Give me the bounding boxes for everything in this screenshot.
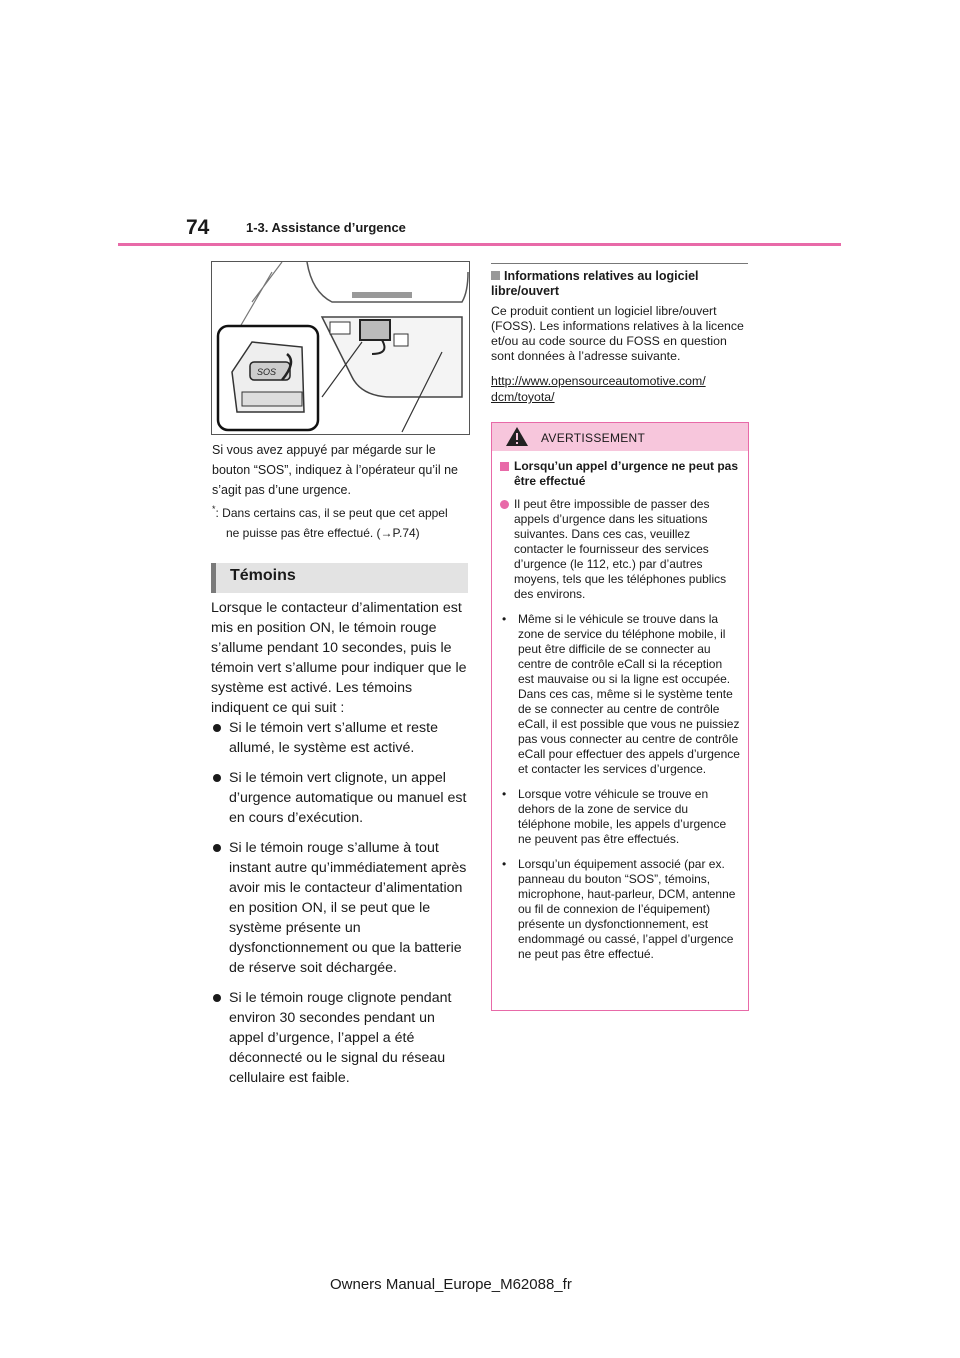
warning-header [492, 423, 748, 451]
right-column-divider [491, 263, 748, 264]
warning-content [500, 459, 740, 972]
info-paragraph: Ce produit contient un logiciel libre/ouvert (FOSS). Les informations relatives à la licence et/ou au code source du FOSS en question sont données à l’adresse suivante. [491, 304, 744, 363]
list-item: • Lorsqu’un équipement associé (par ex. panneau du bouton “SOS”, témoins, microphone, haut-parleur, DCM, antenne ou fil de connexion de l’équipement) présente un dysfonctionnement, est endommagé ou cassé, l’appel d’urgence ne peut pas être effectué. [500, 857, 740, 962]
warning-title: AVERTISSEMENT [541, 431, 646, 445]
indicator-list [211, 718, 473, 1098]
list-item: • Même si le véhicule se trouve dans la zone de service du téléphone mobile, il peut être difficile de se connecter au centre de contrôle eCall si la réception est mauvaise ou si la ligne est occupée. Dans ces cas, même si le système tente de se connecter au centre de contrôle eCall, il est possible que vous ne puissiez pas vous connecter au centre de contrôle eCall pour effectuer des appels d’urgence et contacter les services d’urgence. [500, 612, 740, 777]
foss-link-line-1[interactable]: http://www.opensourceautomotive.com/ [491, 374, 706, 388]
warning-main-item: Il peut être impossible de passer des appels d’urgence dans les situations suivantes. Dans ces cas, veuillez contacter le fournisseur des services d’urgence (le 112, etc.) par d’autres moyens, tels que les téléphones publics des environs. [500, 497, 740, 602]
section-heading-temoins [211, 563, 468, 593]
info-heading-text: Informations relatives au logiciel libre/ouvert [491, 269, 699, 298]
footnote-line-1: : Dans certains cas, il se peut que cet appel [215, 506, 448, 520]
page-footer: Owners Manual_Europe_M62088_fr [330, 1276, 572, 1293]
warning-box [491, 422, 749, 1011]
sos-label: SOS [257, 367, 277, 377]
list-item: Si le témoin rouge clignote pendant environ 30 secondes pendant un appel d’urgence, l’appel a été déconnecté ou le signal du réseau cellulaire est faible. [211, 988, 473, 1088]
footnote-marker: * [212, 504, 216, 514]
list-item: Si le témoin rouge s’allume à tout instant autre qu’immédiatement après avoir mis le contacteur d’alimentation en position ON, il se peut que le système présente un dysfonctionnement ou que la batterie de réserve soit déchargée. [211, 838, 473, 978]
page-number: 74 [186, 216, 210, 239]
sos-button-illustration [211, 261, 470, 435]
footnote-line-2: ne puisse pas être effectué. (→P.74) [226, 526, 420, 540]
section-heading-text: Témoins [230, 567, 296, 584]
overhead-console-drawing [212, 262, 469, 434]
list-item: • Lorsque votre véhicule se trouve en dehors de la zone de service du téléphone mobile, les appels d’urgence ne peuvent pas être effectués. [500, 787, 740, 847]
header-divider [118, 243, 841, 246]
foss-link-line-2[interactable]: dcm/toyota/ [491, 390, 555, 404]
warning-subheading: Lorsqu’un appel d’urgence ne peut pas être effectué [500, 459, 740, 489]
foss-link[interactable] [491, 373, 749, 405]
warning-triangle-icon [505, 425, 529, 449]
square-bullet-icon [491, 271, 500, 280]
list-item: Si le témoin vert s’allume et reste allumé, le système est activé. [211, 718, 473, 758]
footnote [212, 499, 472, 543]
intro-paragraph: Lorsque le contacteur d’alimentation est mis en position ON, le témoin rouge s’allume pendant 10 secondes, puis le témoin vert s’allume pour indiquer que le système est activé. Les témoins indiquent ce qui suit : [211, 600, 467, 716]
info-heading [491, 269, 751, 299]
section-title: 1-3. Assistance d’urgence [246, 220, 406, 235]
list-item: Si le témoin vert clignote, un appel d’urgence automatique ou manuel est en cours d’exécution. [211, 768, 473, 828]
illustration-caption: Si vous avez appuyé par mégarde sur le bouton “SOS”, indiquez à l’opérateur qu’il ne s’agit pas d’une urgence. [212, 443, 458, 497]
